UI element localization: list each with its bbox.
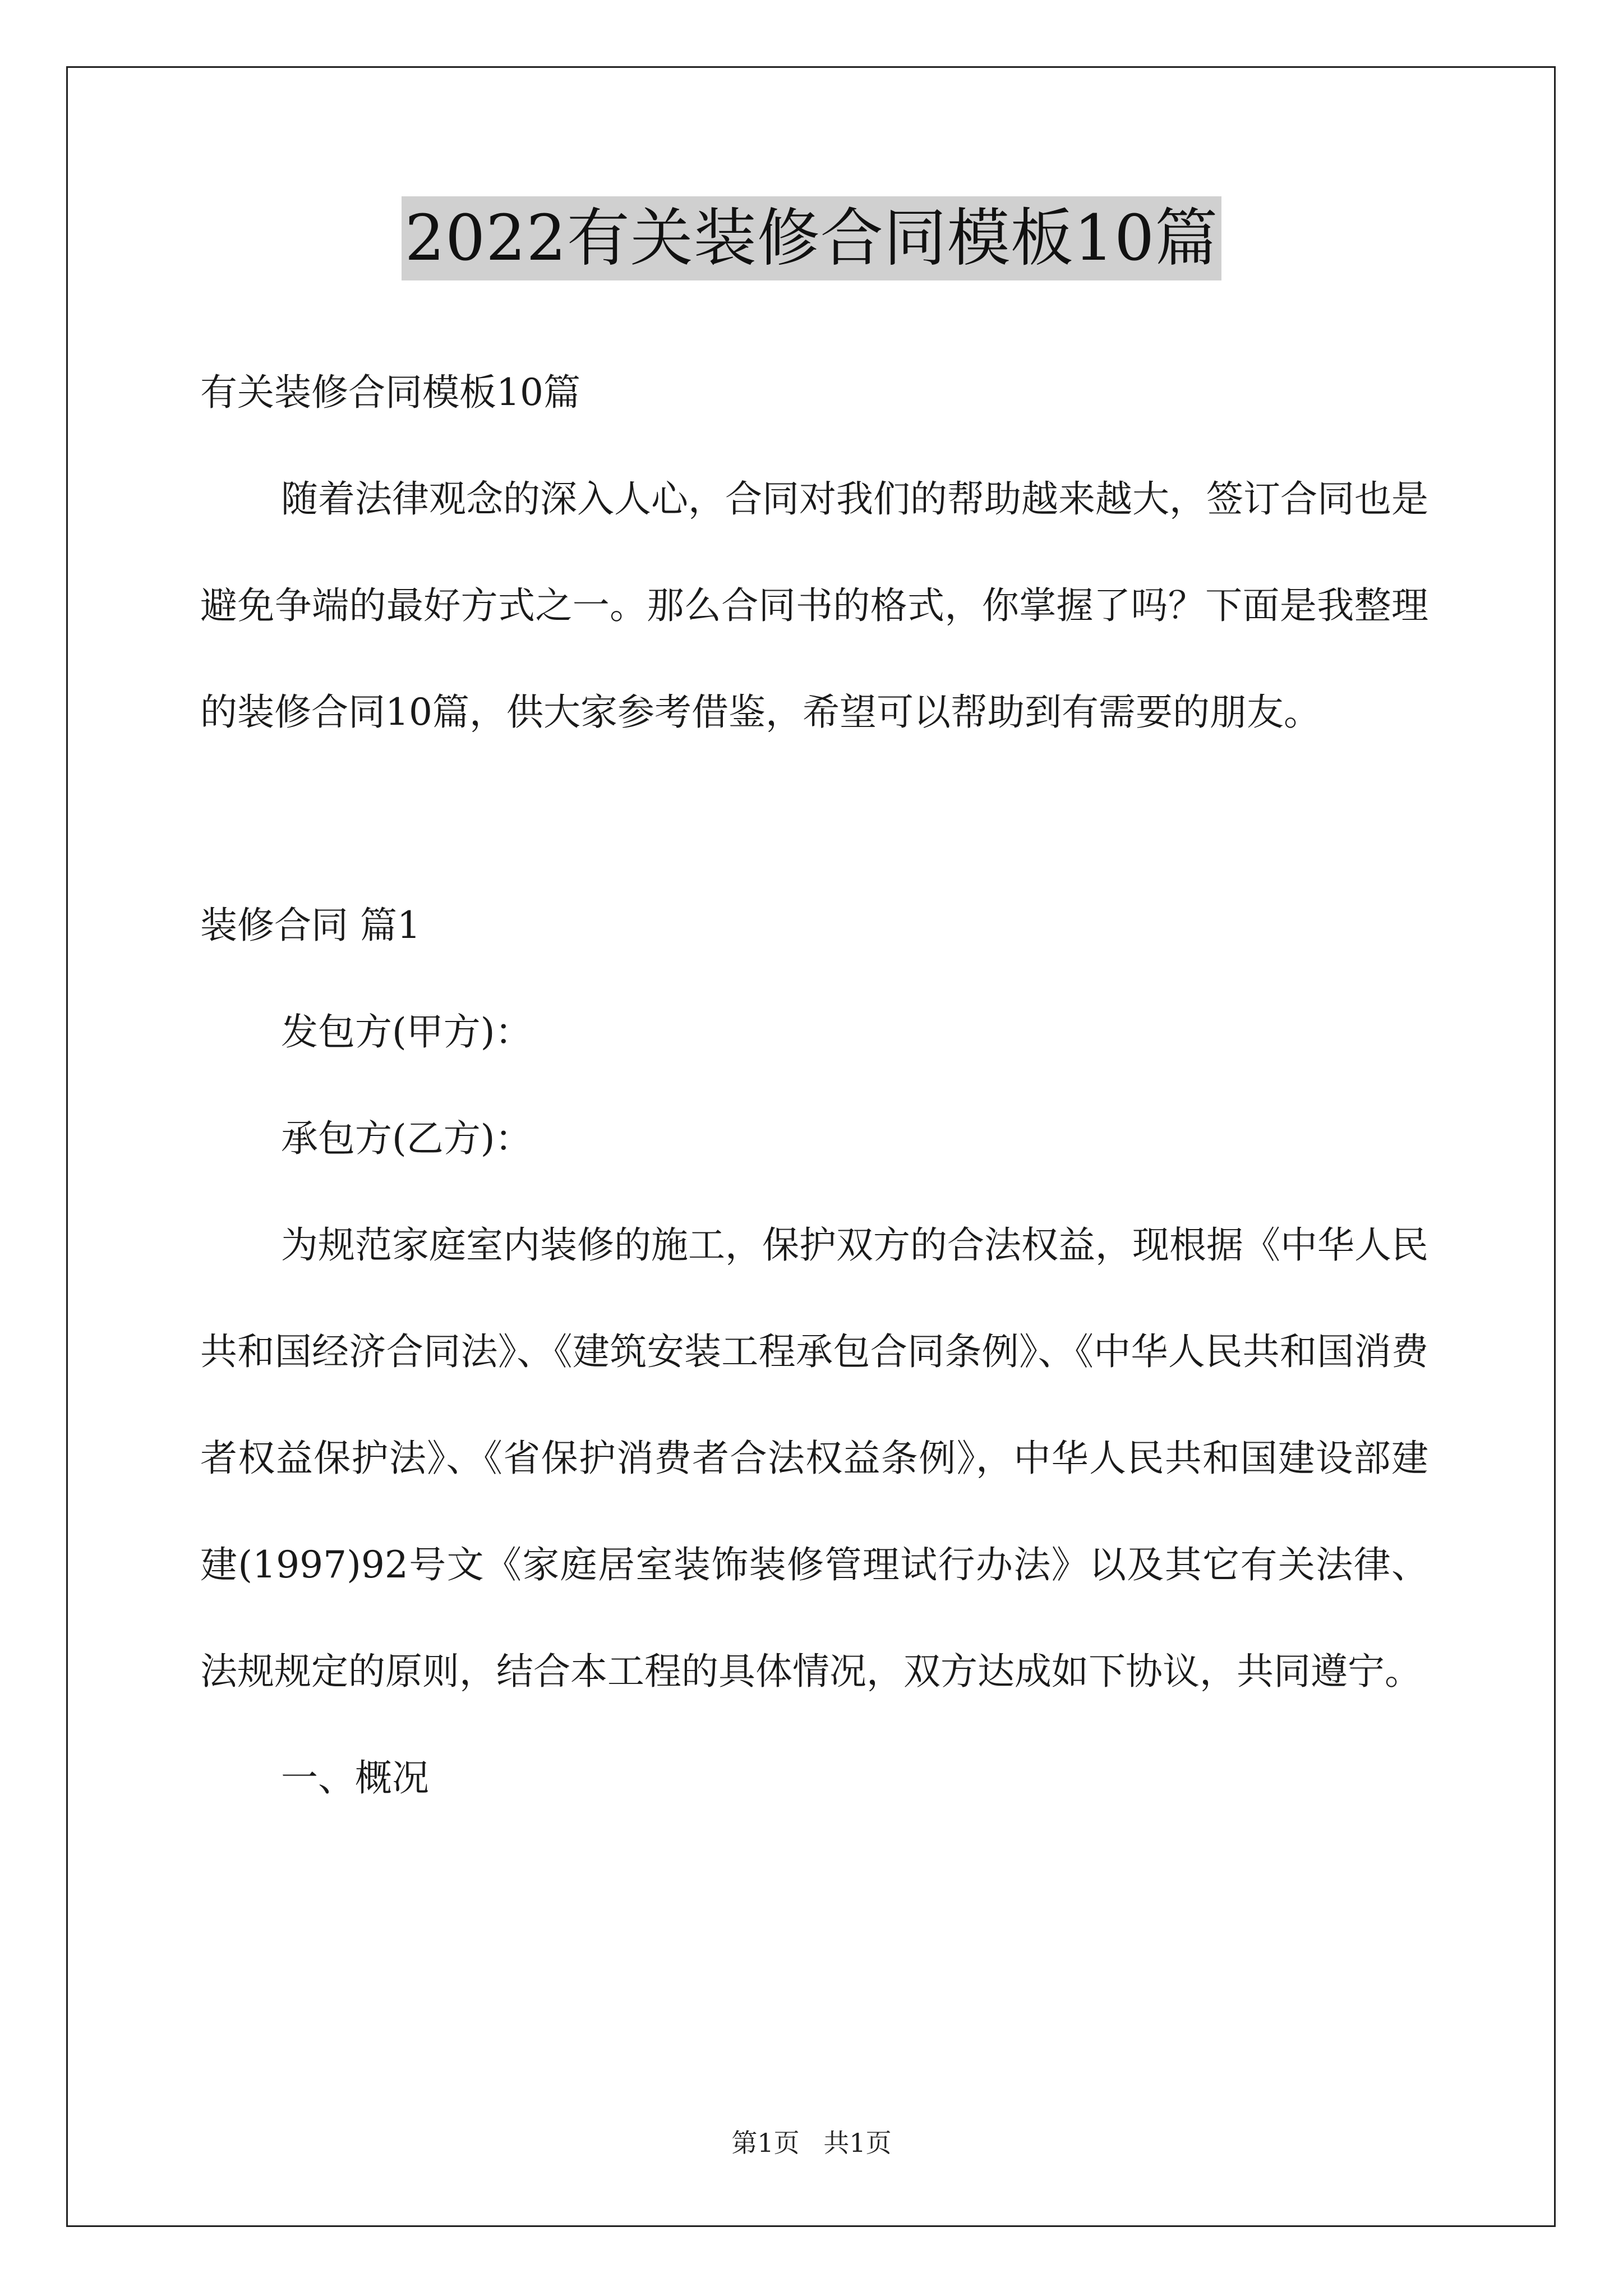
clause-heading: 一、概况 [281,1756,429,1800]
preamble-paragraph: 为规范家庭室内装修的施工，保护双方的合法权益，现根据《中华人民共和国经济合同法》、《建筑安装工程承包合同条例》、《中华人民共和国消费者权益保护法》、《省保护消费者合法权益条例》，中华人民共和国建设部建建(1997)92号文《家庭居室装饰装修管理试行办法》以及其它有关法律、法规规定的原则，结合本工程的具体情况，双方达成如下协议，共同遵宁。 [200,1223,1428,1693]
party-b-line: 承包方(乙方)： [281,1117,532,1160]
party-a-line: 发包方(甲方)： [281,1010,532,1053]
page-number-total: 共1页 [823,2128,892,2158]
section-heading: 装修合同 篇1 [200,904,421,947]
page-footer [0,2126,1623,2160]
document-subtitle: 有关装修合同模板10篇 [200,371,580,414]
document-title: 2022有关装修合同模板10篇 [402,196,1222,280]
paragraph-gap [200,766,1428,872]
intro-paragraph: 随着法律观念的深入人心，合同对我们的帮助越来越大，签订合同也是避免争端的最好方式之一。那么合同书的格式，你掌握了吗？下面是我整理的装修合同10篇，供大家参考借鉴，希望可以帮助到有需要的朋友。 [200,477,1428,734]
page-number-current: 第1页 [731,2128,800,2158]
title-container [0,196,1623,280]
document-body [200,339,1428,1832]
